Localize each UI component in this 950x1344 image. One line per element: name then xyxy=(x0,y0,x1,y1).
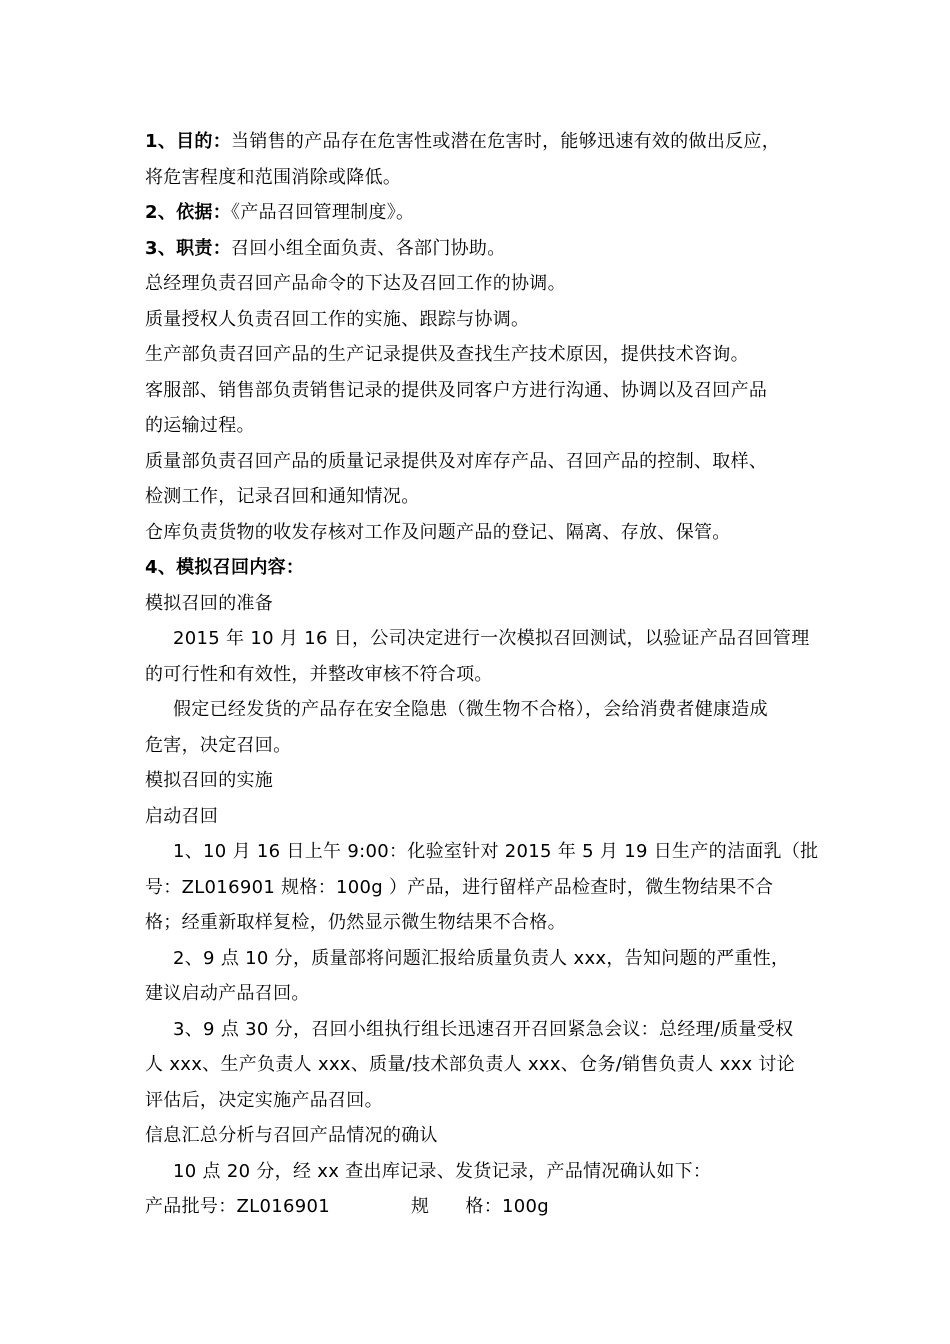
section-duties xyxy=(145,231,815,267)
paragraph-line: 的可行性和有效性，并整改审核不符合项。 xyxy=(145,663,493,685)
section-label: 3、职责： xyxy=(145,237,232,259)
paragraph-text: 召回小组全面负责、各部门协助。 xyxy=(231,237,506,259)
section-label: 1、目的： xyxy=(145,131,232,152)
duty-customer-service-cont: 的运输过程。 xyxy=(145,415,255,436)
section-basis xyxy=(145,195,815,231)
paragraph-line: 建议启动产品召回。 xyxy=(145,983,310,1004)
section-purpose xyxy=(145,124,815,160)
paragraph-line: 格；经重新取样复检，仍然显示微生物结果不合格。 xyxy=(145,912,566,933)
duty-quality-dept: 质量部负责召回产品的质量记录提供及对库存产品、召回产品的控制、取样、 xyxy=(145,450,768,472)
paragraph-line: 危害，决定召回。 xyxy=(145,734,292,756)
duty-production: 生产部负责召回产品的生产记录提供及查找生产技术原因，提供技术咨询。 xyxy=(145,344,749,365)
document-body xyxy=(145,124,819,1225)
duty-general-manager: 总经理负责召回产品命令的下达及召回工作的协调。 xyxy=(145,273,566,294)
subheading-implementation: 模拟召回的实施 xyxy=(145,770,274,791)
paragraph-line: 号：ZL016901 规格：100g ）产品，进行留样产品检查时，微生物结果不合 xyxy=(145,876,774,898)
paragraph-line: 2015 年 10 月 16 日，公司决定进行一次模拟召回测试，以验证产品召回管理 xyxy=(173,628,810,649)
paragraph-text: 当销售的产品存在危害性或潜在危害时，能够迅速有效的做出反应， xyxy=(231,131,781,152)
duty-warehouse: 仓库负责货物的收发存核对工作及问题产品的登记、隔离、存放、保管。 xyxy=(145,521,731,543)
paragraph-line: 1、10 月 16 日上午 9:00：化验室针对 2015 年 5 月 19 日生产的洁面乳（批 xyxy=(173,841,819,862)
paragraph-line: 将危害程度和范围消除或降低。 xyxy=(145,166,402,188)
subheading-info-summary: 信息汇总分析与召回产品情况的确认 xyxy=(145,1125,438,1146)
product-spec: 规 格：100g xyxy=(411,1196,550,1217)
paragraph-text: 《产品召回管理制度》。 xyxy=(231,202,415,223)
paragraph-line: 2、9 点 10 分，质量部将问题汇报给质量负责人 xxx，告知问题的严重性， xyxy=(173,947,790,969)
section-mock-recall: 4、模拟召回内容： xyxy=(145,557,305,578)
subheading-start-recall: 启动召回 xyxy=(145,805,219,827)
paragraph-line: 假定已经发货的产品存在安全隐患（微生物不合格），会给消费者健康造成 xyxy=(173,699,768,720)
batch-number: 产品批号：ZL016901 xyxy=(145,1196,330,1217)
paragraph-line: 3、9 点 30 分，召回小组执行组长迅速召开召回紧急会议：总经理/质量受权 xyxy=(173,1018,794,1040)
duty-quality-authorized: 质量授权人负责召回工作的实施、跟踪与协调。 xyxy=(145,308,530,330)
duty-quality-dept-cont: 检测工作，记录召回和通知情况。 xyxy=(145,486,420,507)
paragraph-line: 评估后，决定实施产品召回。 xyxy=(145,1089,383,1111)
subheading-preparation: 模拟召回的准备 xyxy=(145,592,274,614)
paragraph-line: 人 xxx、生产负责人 xxx、质量/技术部负责人 xxx、仓务/销售负责人 xxx 讨论 xyxy=(145,1054,796,1075)
product-info-line xyxy=(145,1189,815,1225)
duty-customer-service: 客服部、销售部负责销售记录的提供及同客户方进行沟通、协调以及召回产品 xyxy=(145,379,768,401)
paragraph-line: 10 点 20 分，经 xx 查出库记录、发货记录，产品情况确认如下： xyxy=(173,1160,712,1182)
section-label: 2、依据： xyxy=(145,202,232,223)
